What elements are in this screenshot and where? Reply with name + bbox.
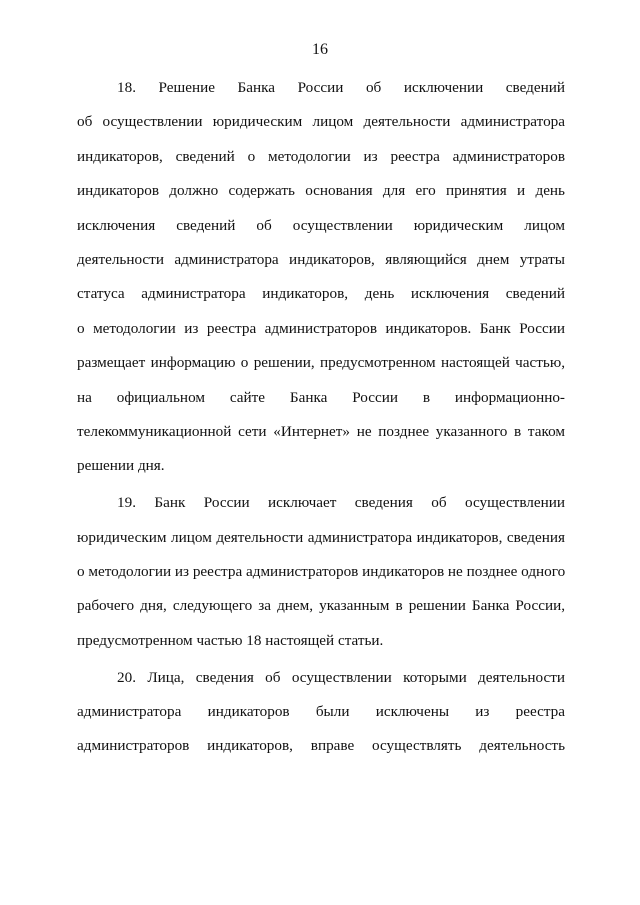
page-number: 16: [312, 41, 328, 58]
text-line: администратора индикаторов были исключены из реестра: [77, 703, 565, 721]
text-line: деятельности администратора индикаторов, являющийся днем утраты: [77, 250, 565, 268]
text-line: 20. Лица, сведения об осуществлении которыми деятельности: [117, 668, 565, 686]
text-line: о методологии из реестра администраторов индикаторов. Банк России: [77, 319, 565, 337]
text-line: администраторов индикаторов, вправе осуществлять деятельность: [77, 737, 565, 755]
paragraph-20: [77, 666, 565, 769]
text-line: размещает информацию о решении, предусмотренном настоящей частью,: [77, 354, 565, 372]
text-line: решении дня.: [77, 457, 165, 475]
paragraph-18: [77, 76, 565, 489]
text-line: индикаторов, сведений о методологии из реестра администраторов: [77, 147, 565, 165]
text-line: на официальном сайте Банка России в информационно-: [77, 388, 565, 406]
text-line: об осуществлении юридическим лицом деятельности администратора: [77, 113, 565, 131]
text-line: рабочего дня, следующего за днем, указанным в решении Банка России,: [77, 597, 565, 615]
text-line: предусмотренном частью 18 настоящей статьи.: [77, 631, 384, 649]
text-line: статуса администратора индикаторов, день исключения сведений: [77, 285, 565, 303]
text-line: исключения сведений об осуществлении юридическим лицом: [77, 216, 565, 234]
document-body: [77, 76, 565, 771]
text-line: индикаторов должно содержать основания для его принятия и день: [77, 182, 565, 200]
paragraph-19: [77, 491, 565, 663]
text-line: 19. Банк России исключает сведения об осуществлении: [117, 494, 565, 512]
text-line: юридическим лицом деятельности администратора индикаторов, сведения: [77, 528, 565, 546]
text-line: телекоммуникационной сети «Интернет» не позднее указанного в таком: [77, 422, 565, 440]
text-line: о методологии из реестра администраторов индикаторов не позднее одного: [77, 562, 566, 580]
text-line: 18. Решение Банка России об исключении сведений: [117, 79, 565, 96]
